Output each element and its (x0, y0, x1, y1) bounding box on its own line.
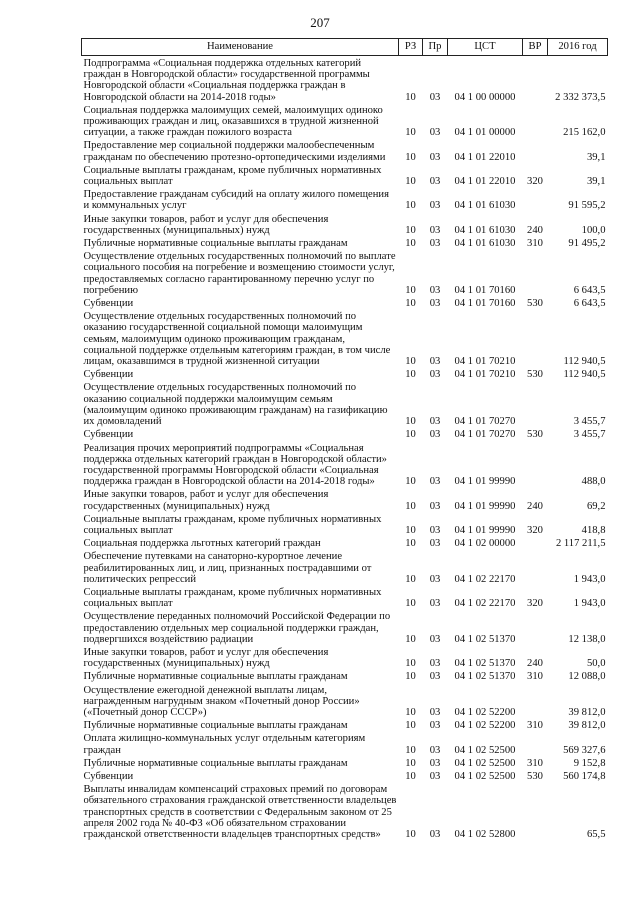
row-pr: 03 (429, 744, 441, 756)
row-rz: 10 (405, 127, 416, 139)
row-name: Предоставление гражданам субсидий на оплату жилого помещения и коммунальных услуг (83, 189, 389, 212)
row-cst: 04 1 02 52800 (454, 829, 516, 840)
row-name: Иные закупки товаров, работ и услуг для обеспечения государственных (муниципальных) нужд (83, 213, 329, 236)
row-name: Подпрограмма «Социальная поддержка отдельных категорий граждан в Новгородской области» государственной программы Новгородской области «Социальная поддержка граждан в Новгородской области на 2014-2018 годы» (83, 58, 370, 103)
row-amount: 418,8 (581, 524, 606, 536)
row-name: Осуществление отдельных государственных полномочий по оказанию социальной поддержки малоимущим семьям (малоимущим одиноко проживающим гражданам) на газификацию их домовладений (83, 382, 388, 428)
row-cst: 04 1 01 61030 (454, 238, 516, 250)
row-pr: 03 (429, 91, 441, 103)
table-row (82, 512, 608, 536)
row-cst: 04 1 02 51370 (454, 671, 516, 683)
row-cst: 04 1 01 00000 (454, 127, 516, 139)
row-name: Предоставление мер социальной поддержки малообеспеченным гражданам по обеспечению протезно-ортопедическими изделиями (83, 140, 386, 163)
row-vr: 240 (527, 500, 543, 512)
row-vr (523, 731, 548, 755)
row-pr: 03 (429, 538, 441, 550)
row-pr: 03 (429, 127, 441, 139)
row-pr: 03 (429, 176, 441, 188)
row-name: Оплата жилищно-коммунальных услуг отдельным категориям граждан (83, 733, 366, 756)
table-row (82, 718, 608, 731)
row-pr: 03 (429, 706, 441, 718)
row-name: Публичные нормативные социальные выплаты гражданам (83, 671, 348, 683)
row-pr: 03 (429, 671, 441, 683)
row-vr: 530 (527, 429, 543, 441)
row-pr: 03 (429, 658, 441, 670)
row-rz: 10 (405, 476, 416, 488)
row-vr (523, 441, 548, 488)
row-name: Публичные нормативные социальные выплаты гражданам (83, 720, 348, 732)
row-amount: 2 332 373,5 (555, 91, 606, 103)
row-amount: 69,2 (586, 500, 606, 512)
header-vr: ВР (523, 39, 548, 56)
row-rz: 10 (405, 176, 416, 188)
row-cst: 04 1 02 52500 (454, 744, 516, 756)
row-amount: 569 327,6 (563, 744, 606, 756)
row-cst: 04 1 01 70270 (454, 416, 516, 428)
row-cst: 04 1 00 00000 (454, 91, 516, 103)
row-rz: 10 (405, 91, 416, 103)
row-cst: 04 1 01 22010 (454, 176, 516, 188)
row-cst: 04 1 01 70160 (454, 298, 516, 310)
row-pr: 03 (429, 476, 441, 488)
row-cst: 04 1 01 70270 (454, 429, 516, 441)
row-amount: 9 152,8 (573, 757, 606, 769)
row-amount: 65,5 (586, 829, 606, 840)
table-row (82, 296, 608, 309)
budget-table (81, 38, 608, 840)
row-vr (523, 683, 548, 719)
row-cst: 04 1 01 22010 (454, 151, 516, 163)
table-row (82, 609, 608, 645)
header-year: 2016 год (548, 39, 608, 56)
row-pr: 03 (429, 757, 441, 769)
row-amount: 112 940,5 (563, 356, 606, 368)
row-rz: 10 (405, 744, 416, 756)
row-amount: 91 495,2 (568, 238, 606, 250)
row-pr: 03 (429, 224, 441, 236)
row-rz: 10 (405, 284, 416, 296)
row-vr: 320 (527, 524, 543, 536)
row-name: Субвенции (83, 369, 134, 381)
row-pr: 03 (429, 573, 441, 585)
row-pr: 03 (429, 356, 441, 368)
row-pr: 03 (429, 238, 441, 250)
row-cst: 04 1 01 70160 (454, 284, 516, 296)
table-row (82, 756, 608, 769)
row-name: Субвенции (83, 429, 134, 441)
table-row (82, 585, 608, 609)
row-vr: 240 (527, 224, 543, 236)
row-cst: 04 1 02 52500 (454, 757, 516, 769)
row-rz: 10 (405, 356, 416, 368)
row-amount: 1 943,0 (573, 573, 606, 585)
row-vr: 320 (527, 176, 543, 188)
row-rz: 10 (405, 524, 416, 536)
row-name: Социальные выплаты гражданам, кроме публичных нормативных социальных выплат (83, 164, 382, 188)
row-vr: 310 (527, 671, 543, 683)
row-pr: 03 (429, 284, 441, 296)
row-name: Иные закупки товаров, работ и услуг для обеспечения государственных (муниципальных) нужд (83, 646, 329, 670)
row-cst: 04 1 02 22170 (454, 598, 516, 610)
row-name: Реализация прочих мероприятий подпрограммы «Социальная поддержка отдельных категорий граждан в Новгородской области» государственной программы Новгородской области «Социальная поддержка граждан в Новгородской области на 2014-2018 годы» (83, 442, 387, 488)
row-amount: 3 455,7 (573, 429, 606, 441)
row-amount: 39,1 (586, 151, 606, 163)
row-cst: 04 1 02 52200 (454, 706, 516, 718)
table-row (82, 163, 608, 187)
row-vr (523, 609, 548, 645)
row-vr: 320 (527, 598, 543, 610)
row-name: Выплаты инвалидам компенсаций страховых премий по договорам обязательного страхования гражданской ответственности владельцев транспортных средств в соответствии с Федеральным законом от 25 апреля 2002 года № 40-ФЗ «Об обязательном страховании гражданской ответственности владельцев транспортных средств» (83, 784, 397, 840)
table-row (82, 645, 608, 669)
row-pr: 03 (429, 633, 441, 645)
row-name: Публичные нормативные социальные выплаты гражданам (83, 757, 348, 769)
row-name: Социальная поддержка малоимущих семей, малоимущих одиноко проживающих граждан и лиц, оказавшихся в трудной жизненной ситуации, а также граждан пожилого возраста (83, 104, 383, 139)
row-cst: 04 1 01 61030 (454, 224, 516, 236)
row-cst: 04 1 02 00000 (454, 538, 516, 550)
row-amount: 6 643,5 (573, 284, 606, 296)
row-rz: 10 (405, 298, 416, 310)
row-amount: 100,0 (581, 224, 606, 236)
row-pr: 03 (429, 829, 441, 840)
row-cst: 04 1 01 70210 (454, 369, 516, 381)
row-name: Осуществление отдельных государственных полномочий по оказанию государственной социальной помощи малоимущим семьям, малоимущим одиноко проживающим гражданам, социальной поддержке отдельным категориям граждан, в том числе лицам, оказавшимся в трудной жизненной ситуации (83, 311, 391, 368)
header-pr: Пр (423, 39, 448, 56)
row-name: Осуществление переданных полномочий Российской Федерации по предоставлению отдельных мер социальной поддержки граждан, подвергшихся воздействию радиации (83, 611, 391, 645)
table-row (82, 683, 608, 719)
row-name: Субвенции (83, 770, 134, 782)
row-pr: 03 (429, 369, 441, 381)
row-pr: 03 (429, 151, 441, 163)
row-name: Социальная поддержка льготных категорий граждан (83, 538, 321, 550)
table-header-row (82, 39, 608, 56)
row-rz: 10 (405, 416, 416, 428)
header-rz: РЗ (399, 39, 423, 56)
row-amount: 560 174,8 (563, 770, 606, 782)
table-row (82, 427, 608, 440)
table-row (82, 187, 608, 211)
row-pr: 03 (429, 720, 441, 732)
row-rz: 10 (405, 369, 416, 381)
table-row (82, 782, 608, 840)
row-cst: 04 1 02 22170 (454, 573, 516, 585)
table-row (82, 441, 608, 488)
row-rz: 10 (405, 658, 416, 670)
page-number: 207 (310, 15, 330, 30)
row-rz: 10 (405, 671, 416, 683)
table-row (82, 249, 608, 296)
row-pr: 03 (429, 770, 441, 782)
row-amount: 39,1 (586, 176, 606, 188)
row-cst: 04 1 01 99990 (454, 500, 516, 512)
row-cst: 04 1 01 99990 (454, 476, 516, 488)
row-cst: 04 1 01 70210 (454, 356, 516, 368)
row-vr: 310 (527, 757, 543, 769)
row-rz: 10 (405, 429, 416, 441)
row-amount: 12 088,0 (568, 671, 606, 683)
table-row (82, 536, 608, 549)
row-cst: 04 1 01 99990 (454, 524, 516, 536)
row-rz: 10 (405, 770, 416, 782)
row-amount: 112 940,5 (563, 369, 606, 381)
row-cst: 04 1 02 51370 (454, 658, 516, 670)
row-name: Осуществление отдельных государственных полномочий по выплате социального пособия на погребение и возмещению стоимости услуг, предоставляемых согласно гарантированному перечню услуг по погребению (83, 251, 396, 296)
table-row (82, 236, 608, 249)
table-row (82, 212, 608, 236)
table-row (82, 731, 608, 755)
row-rz: 10 (405, 829, 416, 840)
table-row (82, 549, 608, 585)
table-row (82, 769, 608, 782)
row-amount: 6 643,5 (573, 298, 606, 310)
table-row (82, 103, 608, 139)
row-vr: 530 (527, 770, 543, 782)
row-rz: 10 (405, 151, 416, 163)
row-amount: 91 595,2 (568, 200, 606, 212)
row-pr: 03 (429, 598, 441, 610)
row-rz: 10 (405, 633, 416, 645)
row-name: Иные закупки товаров, работ и услуг для обеспечения государственных (муниципальных) нужд (83, 489, 329, 512)
row-cst: 04 1 02 52200 (454, 720, 516, 732)
row-name: Публичные нормативные социальные выплаты гражданам (83, 238, 348, 250)
row-name: Социальные выплаты гражданам, кроме публичных нормативных социальных выплат (83, 586, 382, 610)
row-rz: 10 (405, 573, 416, 585)
row-name: Обеспечение путевками на санаторно-курортное лечение реабилитированных лиц, и лиц, признанных пострадавшими от политических репрессий (83, 551, 372, 585)
row-vr (523, 249, 548, 296)
row-rz: 10 (405, 224, 416, 236)
table-row (82, 56, 608, 103)
row-vr (523, 549, 548, 585)
row-vr: 240 (527, 658, 543, 670)
row-vr: 310 (527, 720, 543, 732)
row-amount: 1 943,0 (573, 598, 606, 610)
row-pr: 03 (429, 524, 441, 536)
row-pr: 03 (429, 500, 441, 512)
row-rz: 10 (405, 706, 416, 718)
header-name: Наименование (82, 39, 399, 56)
row-rz: 10 (405, 538, 416, 550)
row-amount: 488,0 (581, 476, 606, 488)
row-rz: 10 (405, 598, 416, 610)
table-row (82, 380, 608, 427)
row-rz: 10 (405, 720, 416, 732)
row-amount: 39 812,0 (568, 720, 606, 732)
row-vr (523, 103, 548, 139)
row-pr: 03 (429, 200, 441, 212)
row-vr (523, 56, 548, 103)
row-pr: 03 (429, 429, 441, 441)
table-row (82, 138, 608, 162)
row-cst: 04 1 01 61030 (454, 200, 516, 212)
header-cst: ЦСТ (448, 39, 523, 56)
table-row (82, 367, 608, 380)
row-amount: 3 455,7 (573, 416, 606, 428)
row-cst: 04 1 02 51370 (454, 633, 516, 645)
table-row (82, 669, 608, 682)
row-rz: 10 (405, 200, 416, 212)
row-name: Осуществление ежегодной денежной выплаты лицам, награжденным нагрудным знаком «Почетный донор России» («Почетный донор СССР») (83, 684, 360, 718)
row-vr (523, 138, 548, 162)
row-vr (523, 380, 548, 427)
row-cst: 04 1 02 52500 (454, 770, 516, 782)
row-vr (523, 536, 548, 549)
row-pr: 03 (429, 416, 441, 428)
row-vr: 310 (527, 238, 543, 250)
row-pr: 03 (429, 298, 441, 310)
row-vr (523, 187, 548, 211)
row-vr (523, 309, 548, 367)
row-rz: 10 (405, 238, 416, 250)
row-vr: 530 (527, 369, 543, 381)
row-amount: 2 117 211,5 (555, 538, 606, 550)
row-name: Субвенции (83, 298, 134, 310)
row-name: Социальные выплаты гражданам, кроме публичных нормативных социальных выплат (83, 513, 382, 536)
row-rz: 10 (405, 757, 416, 769)
row-rz: 10 (405, 500, 416, 512)
row-amount: 50,0 (586, 658, 606, 670)
table-row (82, 487, 608, 511)
row-amount: 39 812,0 (568, 706, 606, 718)
row-vr (523, 782, 548, 840)
row-amount: 12 138,0 (568, 633, 606, 645)
row-amount: 215 162,0 (563, 127, 606, 139)
row-vr: 530 (527, 298, 543, 310)
table-row (82, 309, 608, 367)
